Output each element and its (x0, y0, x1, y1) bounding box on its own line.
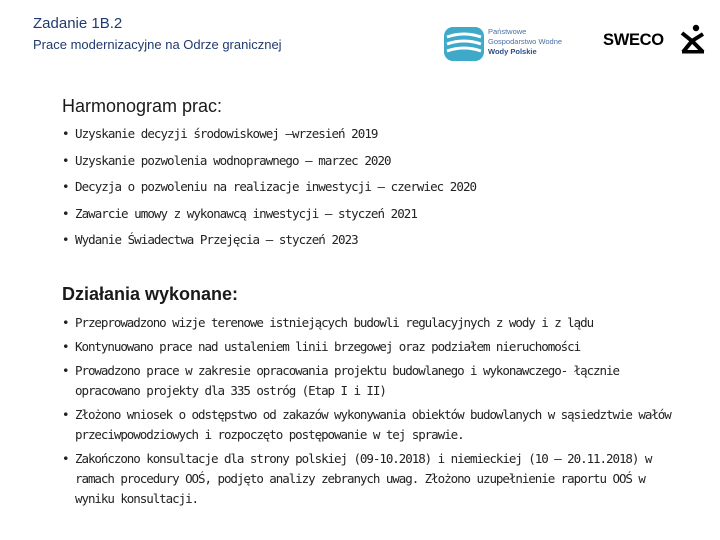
sweco-wordmark: SWECO (603, 31, 664, 49)
list-item: • Kontynuowano prace nad ustaleniem linii brzegowej oraz podziałem nieruchomości (62, 337, 682, 357)
list-item: • Uzyskanie pozwolenia wodnoprawnego – marzec 2020 (62, 152, 682, 179)
completed-list (62, 313, 682, 513)
pgw-line-2: Gospodarstwo Wodne (488, 37, 563, 46)
list-item: • Zakończono konsultacje dla strony polskiej (09-10.2018) i niemieckiej (10 – 20.11.2018) w ramach procedury OOŚ, podjęto analizy zebranych uwag. Złożono uzupełnienie raportu OOŚ w wyniku konsultacji. (62, 449, 682, 509)
list-item: • Uzyskanie decyzji środowiskowej –wrzesień 2019 (62, 125, 682, 152)
list-item: • Przeprowadzono wizje terenowe istniejących budowli regulacyjnych z wody i z lądu (62, 313, 682, 333)
completed-heading: Działania wykonane: (62, 284, 239, 304)
waves-icon (444, 24, 484, 64)
pgw-logo-text (488, 27, 562, 57)
list-item: • Złożono wniosek o odstępstwo od zakazów wykonywania obiektów budowlanych w sąsiedztwie wałów przeciwpowodziowych i rozpoczęto postępowanie w tej sprawie. (62, 405, 682, 445)
list-item: • Decyzja o pozwoleniu na realizacje inwestycji – czerwiec 2020 (62, 178, 682, 205)
schedule-heading: Harmonogram prac: (62, 96, 223, 116)
list-item: • Prowadzono prace w zakresie opracowania projektu budowlanego i wykonawczego- łącznie opracowano projekty dla 335 ostróg (Etap I i II) (62, 361, 682, 401)
sweco-logo (603, 24, 707, 54)
pgw-line-3: Wody Polskie (488, 47, 537, 56)
pgw-line-1: Państwowe (488, 27, 527, 36)
schedule-list (62, 125, 682, 258)
pgw-wody-polskie-logo (444, 24, 564, 64)
list-item: • Wydanie Świadectwa Przejęcia – styczeń 2023 (62, 231, 682, 258)
slide-subtitle: Prace modernizacyjne na Odrze granicznej (33, 37, 282, 52)
sweco-figure-icon (679, 24, 707, 54)
slide-title: Zadanie 1B.2 (33, 15, 123, 32)
list-item: • Zawarcie umowy z wykonawcą inwestycji – styczeń 2021 (62, 205, 682, 232)
